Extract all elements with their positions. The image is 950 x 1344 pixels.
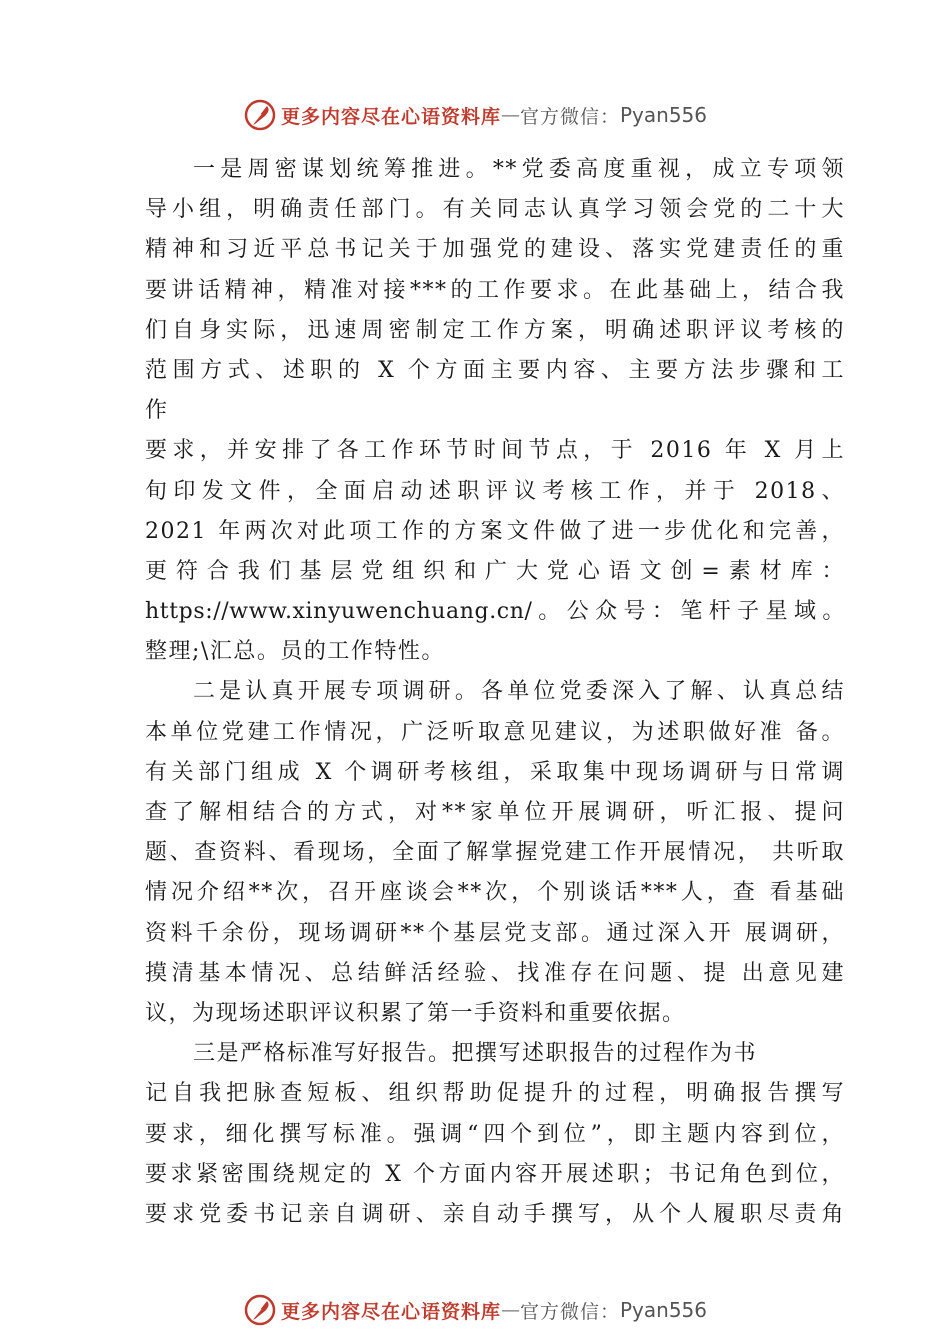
text-line: 要求党委书记亲自调研、亲自动手撰写，从个人履职尽责角 bbox=[145, 1201, 845, 1227]
document-body bbox=[145, 150, 845, 1235]
watermark-brand-text: 更多内容尽在心语资料库 bbox=[280, 1300, 501, 1323]
text-line: 要求，并安排了各工作环节时间节点，于 2016 年 X 月上 bbox=[145, 438, 845, 464]
header-watermark bbox=[0, 95, 950, 135]
watermark-wechat-label: 官方微信： bbox=[519, 1300, 620, 1323]
text-line: 们自身实际，迅速周密制定工作方案，明确述职评议考核的 bbox=[145, 317, 845, 343]
watermark-wechat-id: Pyan556 bbox=[620, 1298, 708, 1322]
text-line: 二是认真开展专项调研。各单位党委深入了解、认真总结 bbox=[193, 679, 845, 705]
text-line: 整理;\汇总。员的工作特性。 bbox=[145, 639, 445, 665]
text-line: 要求紧密围绕规定的 X 个方面内容开展述职；书记角色到位， bbox=[145, 1161, 845, 1187]
text-line: 要求，细化撰写标准。强调“四个到位”，即主题内容到位， bbox=[145, 1121, 845, 1147]
feather-pen-logo-icon bbox=[243, 1293, 277, 1327]
feather-pen-logo-icon bbox=[243, 98, 277, 132]
watermark-brand-text: 更多内容尽在心语资料库 bbox=[280, 105, 501, 128]
watermark-wechat-label: 官方微信： bbox=[519, 105, 620, 128]
text-line: 题、查资料、看现场，全面了解掌握党建工作开展情况， 共听取 bbox=[145, 840, 845, 866]
footer-watermark bbox=[0, 1290, 950, 1330]
text-line: 要讲话精神，精准对接***的工作要求。在此基础上，结合我 bbox=[145, 277, 845, 303]
text-line: 2021 年两次对此项工作的方案文件做了进一步优化和完善， bbox=[145, 518, 845, 544]
text-line: 议，为现场述职评议积累了第一手资料和重要依据。 bbox=[145, 1000, 686, 1026]
text-line: 一是周密谋划统筹推进。**党委高度重视，成立专项领 bbox=[193, 157, 845, 182]
text-line: 导小组，明确责任部门。有关同志认真学习领会党的二十大 bbox=[145, 197, 845, 223]
text-line: 作 bbox=[145, 398, 169, 424]
text-line: 三是严格标准写好报告。把撰写述职报告的过程作为书 bbox=[193, 1041, 758, 1067]
watermark-separator: — bbox=[500, 104, 520, 126]
text-line: 精神和习近平总书记关于加强党的建设、落实党建责任的重 bbox=[145, 237, 845, 263]
text-line: 本单位党建工作情况，广泛听取意见建议，为述职做好准 备。 bbox=[145, 719, 845, 745]
text-line: 摸清基本情况、总结鲜活经验、找准存在问题、提 出意见建 bbox=[145, 960, 845, 986]
text-line: 记自我把脉查短板、组织帮助促提升的过程，明确报告撰写 bbox=[145, 1081, 845, 1107]
text-line: 查了解相结合的方式，对**家单位开展调研，听汇报、提问 bbox=[145, 800, 845, 825]
text-line: 资料千余份，现场调研**个基层党支部。通过深入开 展调研， bbox=[145, 920, 845, 946]
text-line: 旬印发文件，全面启动述职评议考核工作，并于 2018、 bbox=[145, 478, 845, 504]
text-line: 范围方式、述职的 X 个方面主要内容、主要方法步骤和工 bbox=[145, 357, 845, 383]
text-line: 有关部门组成 X 个调研考核组，采取集中现场调研与日常调 bbox=[145, 759, 845, 785]
text-line: 情况介绍**次，召开座谈会**次，个别谈话***人，查 看基础 bbox=[145, 880, 845, 906]
watermark-separator: — bbox=[500, 1299, 520, 1321]
text-line: 更符合我们基层党组织和广大党心语文创=素材库： bbox=[145, 558, 845, 584]
watermark-wechat-id: Pyan556 bbox=[620, 103, 708, 127]
text-line-url: https://www.xinyuwenchuang.cn/。公众号：笔杆子星域。 bbox=[145, 599, 845, 625]
